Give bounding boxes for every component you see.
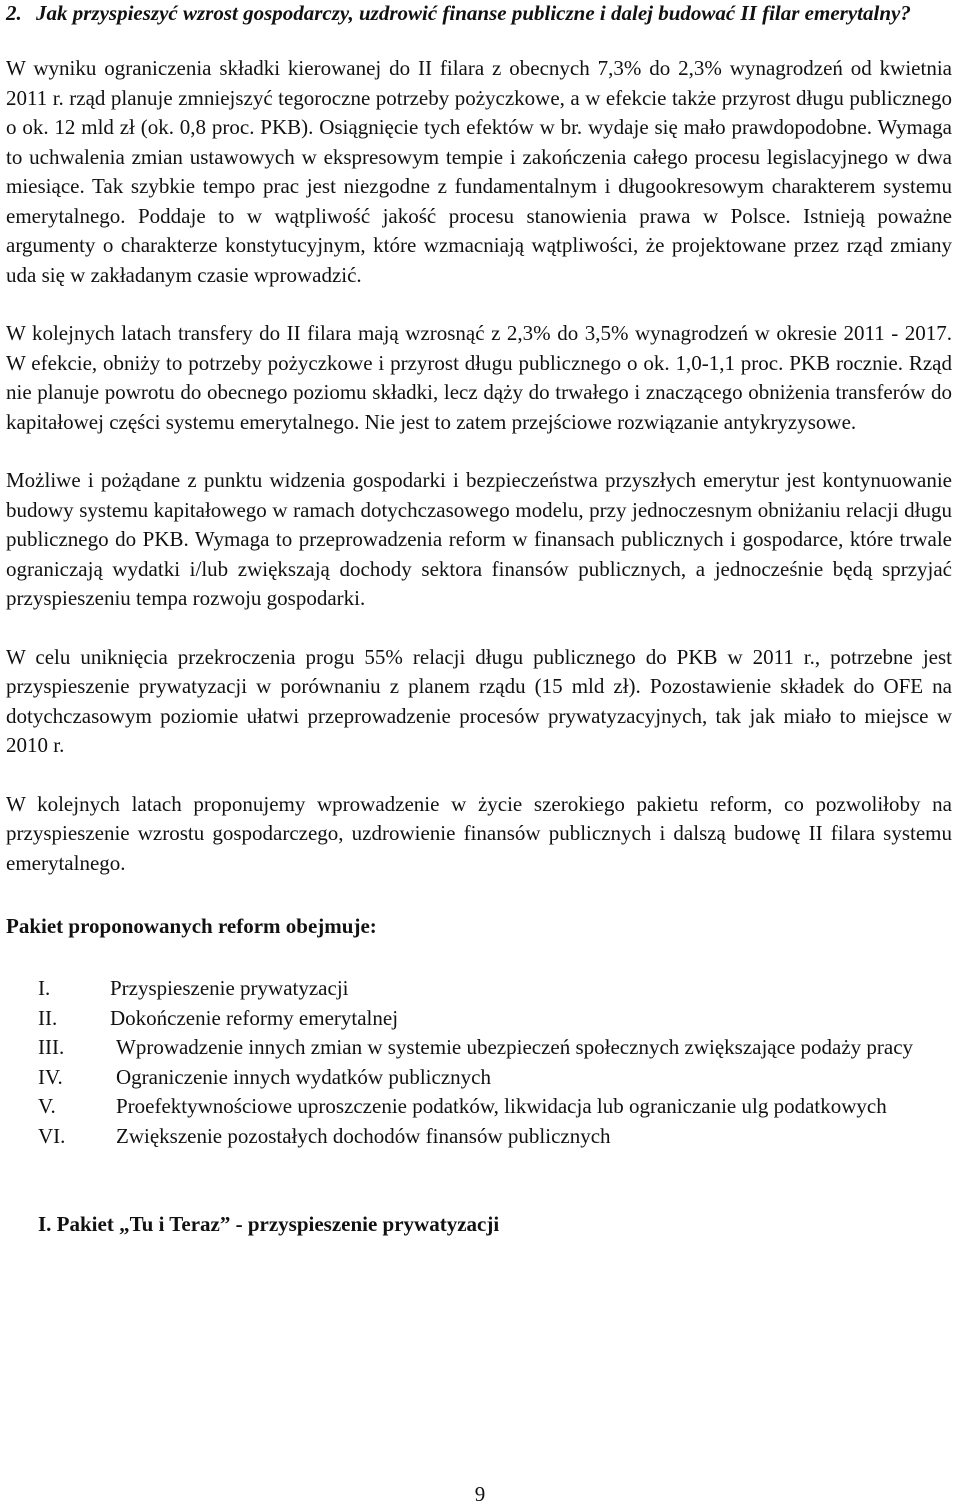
- list-item: [6, 1033, 952, 1063]
- reforms-title: Pakiet proponowanych reform obejmuje:: [6, 914, 377, 938]
- list-item-text: Przyspieszenie prywatyzacji: [110, 976, 349, 1000]
- paragraph-3: Możliwe i pożądane z punktu widzenia gospodarki i bezpieczeństwa przyszłych emerytur jest kontynuowanie budowy systemu kapitałowego w ramach dotychczasowego modelu, przy jednoczesnym obniżaniu relacji długu publicznego do PKB. Wymaga to przeprowadzenia reform w finansach publicznych i gospodarce, które trwale ograniczają wydatki i/lub zwiększają dochody sektora finansów publicznych, a jednocześnie będą sprzyjać przyspieszeniu tempa rozwoju gospodarki.: [6, 468, 952, 610]
- paragraph-2: W kolejnych latach transfery do II filara mają wzrosnąć z 2,3% do 3,5% wynagrodzeń w okresie 2011 - 2017. W efekcie, obniży to potrzeby pożyczkowe i przyrost długu publicznego o ok. 1,0-1,1 proc. PKB rocznie. Rząd nie planuje powrotu do obecnego poziomu składki, lecz dąży do trwałego i znaczącego obniżenia transferów do kapitałowej części systemu emerytalnego. Nie jest to zatem przejściowe rozwiązanie antykryzysowe.: [6, 321, 952, 434]
- list-item-text: Ograniczenie innych wydatków publicznych: [116, 1064, 491, 1089]
- heading-text: Jak przyspieszyć wzrost gospodarczy, uzdrowić finanse publiczne i dalej budować II filar emerytalny?: [36, 1, 911, 25]
- list-item: [6, 1122, 952, 1152]
- paragraph-4: W celu uniknięcia przekroczenia progu 55% relacji długu publicznego do PKB w 2011 r., potrzebne jest przyspieszenie prywatyzacji w porównaniu z planem rządu (15 mld zł). Pozostawienie składek do OFE na dotychczasowym poziomie ułatwi przeprowadzenie procesów prywatyzacyjnych, tak jak miało to miejsce w 2010 r.: [6, 644, 952, 757]
- list-item: [6, 974, 952, 1004]
- list-item: [6, 1063, 952, 1093]
- list-item-number: III.: [38, 1035, 65, 1059]
- list-item-number: V.: [38, 1094, 56, 1118]
- reforms-list: [6, 974, 952, 1151]
- list-item-text: Dokończenie reformy emerytalnej: [110, 1005, 399, 1030]
- list-item-number: I.: [38, 976, 51, 1000]
- paragraph-5: W kolejnych latach proponujemy wprowadzenie w życie szerokiego pakietu reform, co pozwoliłoby na przyspieszenie wzrostu gospodarczego, uzdrowienie finansów publicznych i dalszą budowę II filara systemu emerytalnego.: [6, 791, 952, 875]
- list-item-number: VI.: [38, 1123, 66, 1148]
- list-item-number: II.: [38, 1005, 58, 1030]
- subsection-title: I. Pakiet „Tu i Teraz” - przyspieszenie prywatyzacji: [38, 1212, 500, 1236]
- list-item-number: IV.: [38, 1064, 63, 1089]
- list-item: [6, 1004, 952, 1034]
- list-item: [6, 1092, 952, 1122]
- list-item-text: Proefektywnościowe uproszczenie podatków, likwidacja lub ograniczanie ulg podatkowych: [116, 1094, 887, 1118]
- paragraph-1: W wyniku ograniczenia składki kierowanej do II filara z obecnych 7,3% do 2,3% wynagrodzeń od kwietnia 2011 r. rząd planuje zmniejszyć tegoroczne potrzeby pożyczkowe, a w efekcie także przyrost długu publicznego o ok. 12 mld zł (ok. 0,8 proc. PKB). Osiągnięcie tych efektów w br. wydaje się mało prawdopodobne. Wymaga to uchwalenia zmian ustawowych w ekspresowym tempie i zakończenia całego procesu legislacyjnego w dwa miesiące. Tak szybkie tempo prac jest niezgodne z fundamentalnym i długookresowym charakterem systemu emerytalnego. Poddaje to w wątpliwość jakość procesu stanowienia prawa w Polsce. Istnieją poważne argumenty o charakterze konstytucyjnym, które wzmacniają wątpliwości, że projektowane przez rząd zmiany uda się w zakładanym czasie wprowadzić.: [6, 56, 952, 287]
- list-item-text: Zwiększenie pozostałych dochodów finansów publicznych: [116, 1123, 611, 1148]
- heading-number: 2.: [6, 1, 22, 25]
- list-item-text: Wprowadzenie innych zmian w systemie ubezpieczeń społecznych zwiększające podaży pracy: [116, 1035, 914, 1059]
- section-heading: [6, 0, 952, 28]
- page-number: 9: [474, 1482, 486, 1506]
